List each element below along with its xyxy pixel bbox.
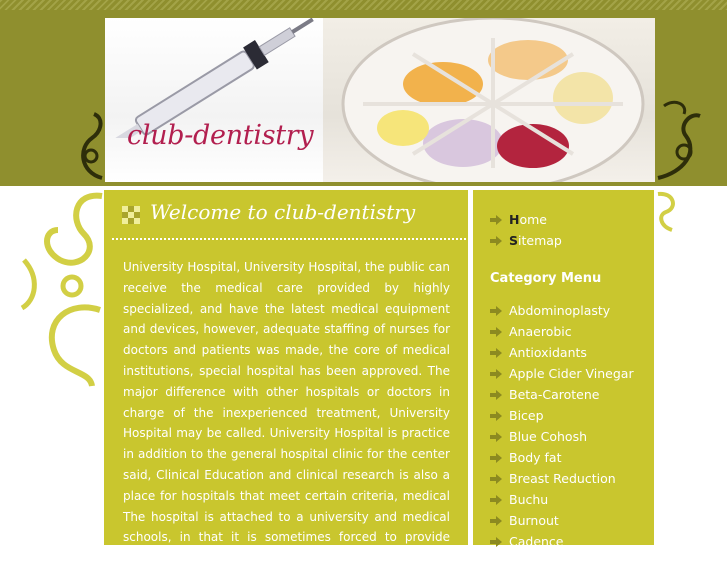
arrow-bullet-icon — [490, 369, 502, 379]
pill-box-icon — [323, 18, 655, 182]
arrow-bullet-icon — [490, 516, 502, 526]
nav-label: ome — [519, 212, 547, 227]
arrow-bullet-icon — [490, 432, 502, 442]
category-menu-title: Category Menu — [490, 271, 602, 286]
banner-syringe-area — [105, 18, 325, 182]
category-list — [490, 300, 634, 552]
checker-icon — [122, 206, 140, 224]
header-stripe — [0, 0, 727, 10]
category-label: Breast Reduction — [509, 471, 616, 486]
category-label: Anaerobic — [509, 324, 572, 339]
arrow-bullet-icon — [490, 474, 502, 484]
page-title: Welcome to club-dentistry — [150, 200, 416, 224]
body-swirl-right-icon — [654, 190, 680, 234]
site-title[interactable]: club-dentistry — [127, 120, 314, 151]
header-swirl-left-icon — [74, 108, 108, 182]
content-heading — [104, 190, 468, 240]
arrow-bullet-icon — [490, 327, 502, 337]
nav-item-sitemap[interactable] — [490, 230, 562, 251]
category-label: Beta-Carotene — [509, 387, 600, 402]
article-body: University Hospital, University Hospital, the public can receive the medical care provided by highly specialized, and have the latest medical equipment and devices, however, adequate staffing of nurses for doctors and patients was made, the core of medical institutions, special hospital has been approved. The major difference with other hospitals or doctors in charge of the inexperienced treatment, University Hospital may be called. University Hospital is practice in addition to the general hospital clinic for the center said, Clinical Education and clinical research is also a place for hospitals that meet certain criteria, medical The hospital is attached to a university and medical schools, in that it is sometimes forced to provide medical student — [123, 260, 450, 566]
main-content — [104, 190, 468, 566]
arrow-bullet-icon — [490, 215, 502, 225]
category-item[interactable] — [490, 447, 634, 468]
category-label: Antioxidants — [509, 345, 587, 360]
category-label: Body fat — [509, 450, 562, 465]
header-banner — [105, 18, 655, 182]
category-item[interactable] — [490, 405, 634, 426]
category-label: Abdominoplasty — [509, 303, 611, 318]
category-item[interactable] — [490, 531, 634, 552]
arrow-bullet-icon — [490, 306, 502, 316]
arrow-bullet-icon — [490, 495, 502, 505]
arrow-bullet-icon — [490, 537, 502, 547]
header-swirl-right-icon — [654, 96, 704, 182]
banner-pills-image — [323, 18, 655, 182]
category-label: Buchu — [509, 492, 549, 507]
category-item[interactable] — [490, 426, 634, 447]
category-item[interactable] — [490, 384, 634, 405]
arrow-bullet-icon — [490, 348, 502, 358]
category-item[interactable] — [490, 510, 634, 531]
category-item[interactable] — [490, 363, 634, 384]
category-item[interactable] — [490, 321, 634, 342]
nav-label-initial: H — [509, 212, 520, 227]
category-label: Cadence — [509, 534, 564, 549]
category-label: Bicep — [509, 408, 544, 423]
nav-label: itemap — [518, 233, 562, 248]
nav-item-home[interactable] — [490, 209, 562, 230]
nav-menu — [490, 209, 562, 251]
category-item[interactable] — [490, 468, 634, 489]
arrow-bullet-icon — [490, 453, 502, 463]
category-label: Burnout — [509, 513, 559, 528]
category-item[interactable] — [490, 489, 634, 510]
heading-divider — [112, 238, 466, 240]
arrow-bullet-icon — [490, 390, 502, 400]
sidebar — [473, 190, 654, 549]
body-swirl-left-icon — [14, 190, 106, 390]
category-item[interactable] — [490, 342, 634, 363]
nav-label-initial: S — [509, 233, 519, 248]
category-label: Blue Cohosh — [509, 429, 588, 444]
arrow-bullet-icon — [490, 411, 502, 421]
category-item[interactable] — [490, 300, 634, 321]
category-label: Apple Cider Vinegar — [509, 366, 634, 381]
arrow-bullet-icon — [490, 236, 502, 246]
